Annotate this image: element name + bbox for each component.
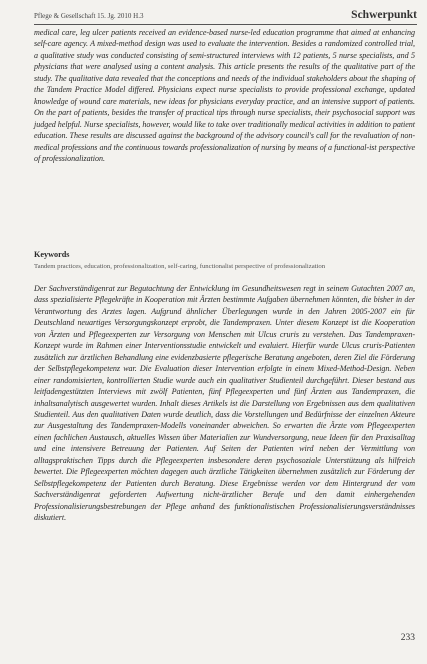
journal-citation: Pflege & Gesellschaft 15. Jg. 2010 H.3 xyxy=(34,12,144,20)
keywords-text: Tandem practices, education, professionalization, self-caring, functionalist perspective of professionalization xyxy=(34,263,326,270)
header-rule xyxy=(34,24,417,25)
german-abstract: Der Sachverständigenrat zur Begutachtung der Entwicklung im Gesundheitswesen regt in seinem Gutachten 2007 an, dass spezialisierte Pflegekräfte in Kooperation mit Ärzten bestimmte Aufgaben übernehmen könnten, die bisher in der Verantwortung des Arztes lagen. Aufgrund ähnlicher Überlegungen wurde in den Jahren 2005-2007 ein für Deutschland neuartiges Versorgungskonzept erprobt, die Tandempraxen. Unter diesem Konzept ist die Kooperation von Ärzten und Pflegeexperten zur Versorgung von Menschen mit Ulcus cruris zu verstehen. Das Tandempraxen-Konzept wurde im Rahmen einer Interventionsstudie entwickelt und evaluiert. Hierfür wurde Ulcus cruris-Patienten zusätzlich zur ärztlichen Behandlung eine evidenzbasierte pflegerische Beratung angeboten, deren Ziel die Förderung der Selbstpflegekompetenz war. Die Evaluation dieser Intervention erfolgte in einem Mixed-Method-Design. Neben einer randomisierten, kontrollierten Studie wurde auch ein qualitativer Studienteil durchgeführt. Dieser bestand aus leitfadengestützten Interviews mit zwölf Patienten, fünf Pflegeexperten und fünf Ärzten aus Tandempraxen, die inhaltsanalytisch ausgewertet wurden. Inhalt dieses Artikels ist die Darstellung von Ergebnissen aus dem qualitativen Studienteil. Aus den qualitativen Daten wurde deutlich, dass die Vorstellungen und Bedürfnisse der einzelnen Akteure zur Ausgestaltung des Tandempraxen-Modells voneinander abweichen. So erwarten die Ärzte vom Pflegeexperten einen fachlichen Austausch, aktuelles Wissen über Materialien zur Wundversorgung, neue Ideen für den Praxisalltag und eine intensivere Betreuung der Patienten. Auf Seiten der Patienten wird neben der Vermittlung von alltagspraktischen Tipps durch die Pflegeexperten insbesondere deren psychosoziale Unterstützung als hilfreich bewertet. Die Pflegeexperten möchten dagegen auch ärztliche Tätigkeiten übernehmen zusätzlich zur Förderung der Selbstpflegekompetenz der Patienten durch Beratung. Diese Ergebnisse werden vor dem Hintergrund der vom Sachverständigenrat geforderten Aufwertung nicht-ärztlicher Berufe und den damit einhergehenden Professionalisierungsbestrebungen der Pflege anhand des funktionalistischen Professionalisierungsverständnisses diskutiert. xyxy=(34,284,415,523)
running-header xyxy=(34,9,417,23)
keywords-heading: Keywords xyxy=(34,250,70,259)
page-number: 233 xyxy=(400,633,415,643)
section-title: Schwerpunkt xyxy=(351,9,417,21)
english-abstract: medical care, leg ulcer patients received an evidence-based nurse-led education programme that aimed at enhancing self-care agency. A mixed-method design was used to evaluate the intervention. Besides a randomized controlled trial, a qualitative study was conducted consisting of semi-structured interviews with 12 patients, 5 nurse specialists, and 5 physicians that were analysed using a content analysis. This article presents the results of the qualitative part of the study. The qualitative data revealed that the conceptions and needs of the individual stakeholders about the shaping of the Tandem Practice Model differed. Physicians expect nurse specialists to provide professional exchange, updated knowledge of wound care materials, new ideas for physicians everyday practice, and an intensive support of patients. On the part of patients, besides the transfer of practical tips through nurse specialists, their psychosocial support was judged helpful. Nurse specialists, however, would like to take over traditionally medical activities in addition to patient education. These results are discussed against the background of the advisory council's call for the revaluation of non-medical professions and the continuous towards professionalization of nursing by means of a functional-ist perspective of professionalization. xyxy=(34,28,415,163)
